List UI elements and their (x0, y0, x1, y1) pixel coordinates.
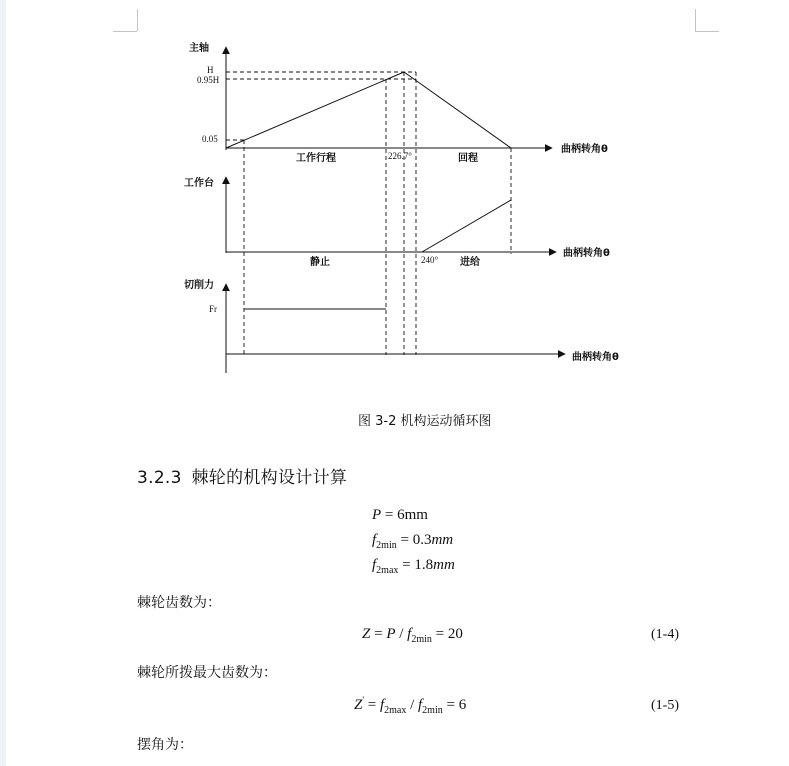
eq2-max-sub-num: 2 (384, 705, 390, 716)
return-stroke-line (404, 72, 511, 148)
section-number: 3.2.3 (137, 468, 182, 488)
eq2-f-min: f (418, 697, 423, 713)
force-label: Fr (209, 304, 218, 314)
equation-1-5: $Z' = f_{2max} / f_{2min} = 6$ (354, 695, 467, 716)
eq2-min-sub: min (427, 705, 443, 716)
eq1-p: P (386, 626, 396, 642)
f-min-sub-num: 2 (376, 540, 382, 551)
f-max-var: f (372, 557, 377, 573)
eq1-f: f (407, 626, 412, 642)
f-min-sub: min (381, 540, 397, 551)
text-swing: 摆角为： (137, 737, 193, 753)
eq1-lhs: Z (362, 626, 371, 642)
eq1-sub: min (416, 634, 432, 645)
angle-2267-label: 226.7° (388, 151, 412, 161)
eq2-result: 6 (458, 697, 467, 713)
f-min-unit: mm (431, 532, 454, 548)
text-teeth: 棘轮齿数为： (137, 595, 221, 611)
eq1-sub-num: 2 (411, 634, 417, 645)
f-min-var: f (372, 532, 377, 548)
angle-240-label: 240° (421, 255, 439, 265)
tick-005: 0.05 (202, 134, 218, 144)
work-stroke-line (226, 72, 404, 148)
feed-label: 进给 (460, 257, 480, 268)
equation-number-1-4: (1-4) (651, 627, 679, 642)
param-f2max: $f_{2max} = 1.8mm$ (372, 557, 455, 576)
f-max-val: 1.8 (414, 557, 434, 573)
text-max-teeth: 棘轮所拨最大齿数为： (137, 665, 277, 681)
panel2-xlabel: 曲柄转角θ (563, 248, 610, 259)
equation-1-4: $Z = P / f_{2min} = 20$ (362, 626, 463, 645)
eq2-max-sub: max (389, 705, 407, 716)
equation-number-1-5: (1-5) (651, 698, 679, 713)
feed-line (422, 200, 511, 252)
param-p: P = 6mm (372, 507, 428, 523)
tick-h: H (207, 65, 214, 75)
f-max-unit: mm (433, 557, 455, 573)
return-stroke-label: 回程 (458, 153, 478, 164)
figure-caption: 图 3-2 机构运动循环图 (358, 414, 492, 429)
panel3-ylabel: 切削力 (184, 280, 214, 291)
rest-label: 静止 (310, 257, 330, 268)
f-min-val: 0.3 (412, 532, 432, 548)
tick-095h: 0.95H (197, 75, 220, 85)
param-f2min: $f_{2min} = 0.3mm$ (372, 532, 454, 551)
p-var: P (372, 507, 382, 523)
f-max-sub: max (381, 565, 399, 576)
eq2-lhs: Z (354, 697, 363, 713)
panel1-xlabel: 曲柄转角θ (561, 144, 608, 155)
eq1-result: 20 (447, 626, 463, 642)
p-val: 6mm (397, 507, 428, 523)
eq2-min-sub-num: 2 (422, 705, 428, 716)
panel1-ylabel: 主轴 (189, 43, 209, 54)
section-title: 棘轮的机构设计计算 (191, 468, 348, 488)
eq2-prime: ' (362, 695, 364, 705)
eq2-f-max: f (379, 697, 385, 713)
section-heading (137, 463, 347, 488)
f-max-sub-num: 2 (376, 565, 382, 576)
panel2-ylabel: 工作台 (184, 178, 214, 189)
panel3-xlabel: 曲柄转角θ (572, 352, 619, 363)
work-stroke-label: 工作行程 (296, 153, 336, 164)
